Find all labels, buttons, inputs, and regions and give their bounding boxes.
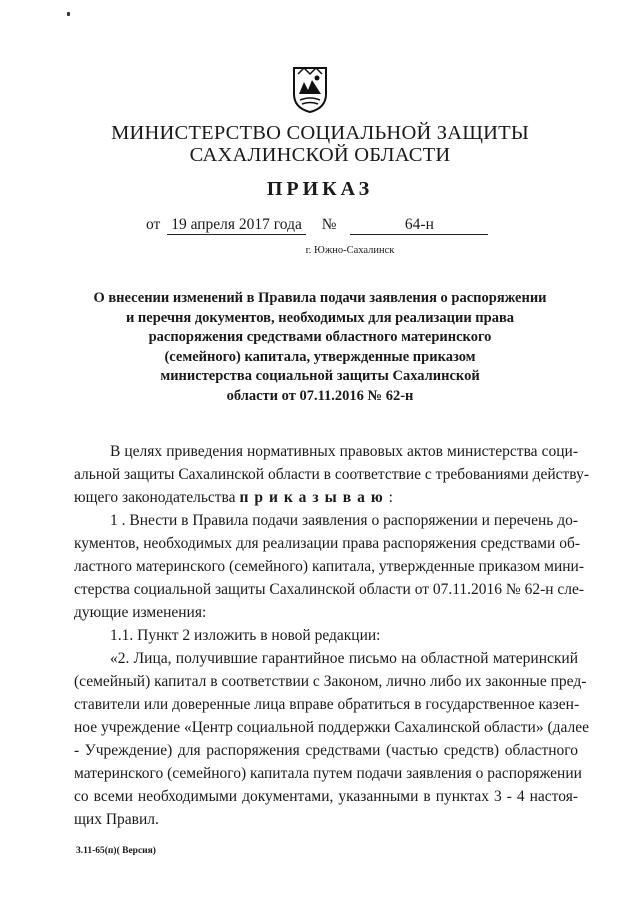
subject-line: (семейного) капитала, утвержденные приказом xyxy=(164,348,476,365)
body-line: «2. Лица, получившие гарантийное письмо на областной материнский xyxy=(110,650,578,667)
document-body xyxy=(74,440,589,831)
subject-line: распоряжения средствами областного материнского xyxy=(148,329,492,346)
document-version-code: 3.11-65(п)( Версия) xyxy=(76,846,156,856)
body-line: В целях приведения нормативных правовых актов министерства соци- xyxy=(110,443,578,460)
city-name: г. Южно-Сахалинск xyxy=(305,245,395,256)
body-line: - Учреждение) для распоряжения средствами (частью средств) областного xyxy=(74,742,578,759)
ministry-name-line2: САХАЛИНСКОЙ ОБЛАСТИ xyxy=(189,144,451,166)
number-label: № xyxy=(321,216,337,233)
subject-line: и перечня документов, необходимых для реализации права xyxy=(125,309,515,326)
scan-speck xyxy=(67,12,70,16)
subject-line: области от 07.11.2016 № 62-н xyxy=(226,387,414,404)
body-line: (семейный) капитал в соответствии с Законом, лично либо их законные пред- xyxy=(74,673,587,690)
body-line: кументов, необходимых для реализации права распоряжения средствами об- xyxy=(74,535,581,552)
order-date: 19 апреля 2017 года xyxy=(167,216,306,235)
body-line: альной защиты Сахалинской области в соответствие с требованиями действу- xyxy=(74,466,589,483)
order-number: 64-н xyxy=(350,216,488,235)
coat-of-arms-emblem xyxy=(290,64,330,114)
order-subject xyxy=(70,289,570,407)
body-line: 1 . Внести в Правила подачи заявления о распоряжении и перечень до- xyxy=(110,512,578,529)
body-line: стерства социальной защиты Сахалинской области от 07.11.2016 № 62-н сле- xyxy=(74,581,585,598)
body-text: ющего законодательства xyxy=(74,489,236,506)
body-line: ное учреждение «Центр социальной поддержки Сахалинской области» (далее xyxy=(74,719,589,736)
document-type-title: ПРИКАЗ xyxy=(266,178,374,200)
date-prefix: от xyxy=(146,216,161,233)
body-line: материнского (семейного) капитала путем подачи заявления о распоряжении xyxy=(74,765,582,782)
body-line xyxy=(74,486,578,509)
body-line: ставители или доверенные лица вправе обратиться в государственное казен- xyxy=(74,696,580,713)
body-line: щих Правил. xyxy=(74,811,159,828)
order-keyword: приказываю xyxy=(239,489,389,506)
body-line: ластного материнского (семейного) капитала, утвержденные приказом мини- xyxy=(74,558,585,575)
body-line: дующие изменения: xyxy=(74,604,207,621)
subject-line: О внесении изменений в Правила подачи заявления о распоряжении xyxy=(93,290,547,306)
ministry-name-line1: МИНИСТЕРСТВО СОЦИАЛЬНОЙ ЗАЩИТЫ xyxy=(111,122,529,144)
body-text: : xyxy=(388,489,393,506)
body-line: 1.1. Пункт 2 изложить в новой редакции: xyxy=(110,627,381,644)
order-date-number-line xyxy=(146,216,488,235)
subject-line: министерства социальной защиты Сахалинской xyxy=(160,368,480,385)
body-line: со всеми необходимыми документами, указанными в пунктах 3 - 4 настоя- xyxy=(74,788,578,805)
